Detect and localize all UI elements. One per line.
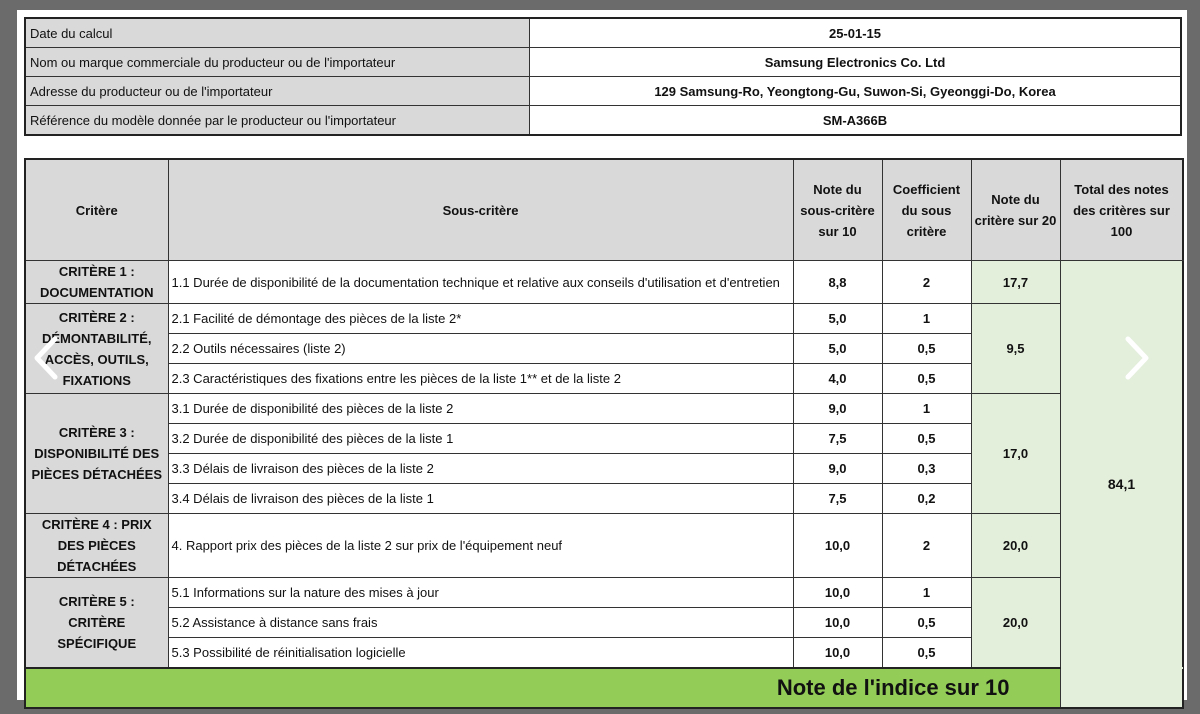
subcriterion-label: 3.2 Durée de disponibilité des pièces de la liste 1 — [168, 424, 793, 454]
subcriterion-coef: 1 — [882, 394, 971, 424]
table-row — [25, 261, 1183, 304]
chevron-right-icon — [1124, 336, 1150, 380]
header-note-sous-critere: Note du sous-critère sur 10 — [793, 159, 882, 261]
info-row-brand — [25, 48, 1181, 77]
info-label: Adresse du producteur ou de l'importateur — [25, 77, 530, 106]
criterion-1-name: CRITÈRE 1 : DOCUMENTATION — [25, 261, 168, 304]
subcriterion-label: 3.3 Délais de livraison des pièces de la liste 2 — [168, 454, 793, 484]
header-coefficient: Coefficient du sous critère — [882, 159, 971, 261]
subcriterion-coef: 1 — [882, 578, 971, 608]
subcriterion-note: 4,0 — [793, 364, 882, 394]
table-row — [25, 578, 1183, 608]
repairability-sheet — [17, 10, 1187, 700]
info-value: 129 Samsung-Ro, Yeongtong-Gu, Suwon-Si, Gyeonggi-Do, Korea — [530, 77, 1182, 106]
info-label: Nom ou marque commerciale du producteur ou de l'importateur — [25, 48, 530, 77]
final-score-row — [25, 668, 1183, 708]
subcriterion-note: 7,5 — [793, 424, 882, 454]
subcriterion-coef: 0,2 — [882, 484, 971, 514]
next-slide-button[interactable] — [1117, 330, 1157, 386]
subcriterion-note: 5,0 — [793, 304, 882, 334]
subcriterion-coef: 0,5 — [882, 334, 971, 364]
subcriterion-coef: 0,5 — [882, 608, 971, 638]
subcriterion-label: 2.2 Outils nécessaires (liste 2) — [168, 334, 793, 364]
info-row-model — [25, 106, 1181, 136]
subcriterion-label: 2.3 Caractéristiques des fixations entre les pièces de la liste 1** et de la liste 2 — [168, 364, 793, 394]
criterion-5-score: 20,0 — [971, 578, 1060, 668]
final-score-label: Note de l'indice sur 10 — [25, 668, 1060, 708]
subcriterion-label: 5.1 Informations sur la nature des mises à jour — [168, 578, 793, 608]
subcriterion-coef: 2 — [882, 261, 971, 304]
subcriterion-coef: 0,5 — [882, 364, 971, 394]
subcriterion-note: 10,0 — [793, 608, 882, 638]
table-row — [25, 304, 1183, 334]
subcriterion-label: 5.2 Assistance à distance sans frais — [168, 608, 793, 638]
criterion-3-name: CRITÈRE 3 : DISPONIBILITÉ DES PIÈCES DÉTACHÉES — [25, 394, 168, 514]
subcriterion-coef: 2 — [882, 514, 971, 578]
table-row — [25, 394, 1183, 424]
subcriterion-coef: 0,5 — [882, 424, 971, 454]
header-note-critere: Note du critère sur 20 — [971, 159, 1060, 261]
subcriterion-note: 10,0 — [793, 578, 882, 608]
criterion-2-name: CRITÈRE 2 : DÉMONTABILITÉ, ACCÈS, OUTILS, FIXATIONS — [25, 304, 168, 394]
subcriterion-label: 1.1 Durée de disponibilité de la documentation technique et relative aux conseils d'utilisation et d'entretien — [168, 261, 793, 304]
total-score-100: 84,1 — [1060, 261, 1183, 708]
criterion-4-score: 20,0 — [971, 514, 1060, 578]
info-value: 25-01-15 — [530, 18, 1182, 48]
criterion-4-name: CRITÈRE 4 : PRIX DES PIÈCES DÉTACHÉES — [25, 514, 168, 578]
subcriterion-label: 3.4 Délais de livraison des pièces de la liste 1 — [168, 484, 793, 514]
info-label: Date du calcul — [25, 18, 530, 48]
criteria-table — [24, 158, 1184, 709]
product-info-table — [24, 17, 1182, 136]
subcriterion-note: 5,0 — [793, 334, 882, 364]
info-value: Samsung Electronics Co. Ltd — [530, 48, 1182, 77]
subcriterion-label: 2.1 Facilité de démontage des pièces de la liste 2* — [168, 304, 793, 334]
info-label: Référence du modèle donnée par le producteur ou l'importateur — [25, 106, 530, 136]
subcriterion-coef: 0,5 — [882, 638, 971, 668]
prev-slide-button[interactable] — [26, 330, 66, 386]
subcriterion-note: 8,8 — [793, 261, 882, 304]
criterion-5-name: CRITÈRE 5 : CRITÈRE SPÉCIFIQUE — [25, 578, 168, 668]
criterion-3-score: 17,0 — [971, 394, 1060, 514]
info-row-date — [25, 18, 1181, 48]
chevron-left-icon — [33, 336, 59, 380]
info-value: SM-A366B — [530, 106, 1182, 136]
header-sous-critere: Sous-critère — [168, 159, 793, 261]
table-row — [25, 514, 1183, 578]
subcriterion-coef: 1 — [882, 304, 971, 334]
info-row-address — [25, 77, 1181, 106]
subcriterion-label: 4. Rapport prix des pièces de la liste 2 sur prix de l'équipement neuf — [168, 514, 793, 578]
criterion-1-score: 17,7 — [971, 261, 1060, 304]
criterion-2-score: 9,5 — [971, 304, 1060, 394]
table-header-row — [25, 159, 1183, 261]
subcriterion-note: 9,0 — [793, 394, 882, 424]
header-critere: Critère — [25, 159, 168, 261]
subcriterion-coef: 0,3 — [882, 454, 971, 484]
header-total: Total des notes des critères sur 100 — [1060, 159, 1183, 261]
subcriterion-note: 7,5 — [793, 484, 882, 514]
subcriterion-label: 3.1 Durée de disponibilité des pièces de la liste 2 — [168, 394, 793, 424]
subcriterion-label: 5.3 Possibilité de réinitialisation logicielle — [168, 638, 793, 668]
subcriterion-note: 10,0 — [793, 514, 882, 578]
subcriterion-note: 10,0 — [793, 638, 882, 668]
subcriterion-note: 9,0 — [793, 454, 882, 484]
